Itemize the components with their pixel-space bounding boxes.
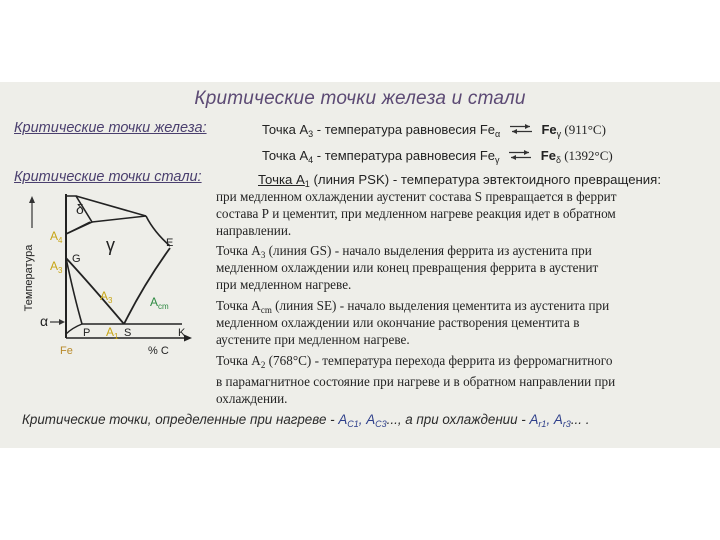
fe-label: Fe — [60, 345, 73, 357]
a4-line — [66, 222, 90, 234]
point-g-label: G — [72, 253, 81, 265]
footer-sep1: , А — [358, 412, 376, 427]
a4-line-label: $A_4$ — [50, 229, 63, 245]
steel-a3-rest: (линия GS) - начало выделения феррита из аустенита при — [265, 243, 592, 258]
iron-a4-left-phase: γ — [495, 155, 500, 165]
steel-acm-lead: Точка А — [216, 298, 261, 313]
slide — [0, 82, 720, 448]
steel-a1-line2: при медленном охлаждении аустенит состава S превращается в феррит — [216, 189, 617, 204]
a3-curve-label: $A_3$ — [100, 289, 113, 305]
a3-left-label: $A_3$ — [50, 259, 63, 275]
footer-tail: ... . — [570, 412, 590, 427]
steel-a2-line2: в парамагнитное состояние при нагреве и в обратном направлении при — [216, 374, 616, 389]
iron-a4-line — [262, 148, 613, 165]
footer-ac: А — [338, 412, 348, 427]
a1-label: $A_1$ — [106, 325, 119, 341]
iron-a3-text: - температура равновесия Fe — [313, 122, 496, 137]
footer-ac-sub1: С1 — [347, 419, 359, 429]
iron-a3-prefix: Точка А — [262, 122, 309, 137]
steel-a2-sub: 2 — [260, 360, 266, 370]
iron-a4-prefix: Точка А — [262, 148, 309, 163]
se-line — [124, 248, 170, 324]
iron-a4-temp: (1392°С) — [560, 148, 613, 163]
point-s-label: S — [124, 327, 132, 339]
slide-title: Критические точки железа и стали — [194, 88, 526, 109]
footer-note — [22, 412, 589, 429]
y-axis-label: Температура — [23, 244, 35, 312]
footer-ac-sub3: С3 — [375, 419, 387, 429]
steel-a3-line2: медленном охлаждении или конец превращения феррита в аустенит — [216, 260, 599, 275]
footer-text1: Критические точки, определенные при нагреве - — [22, 412, 339, 427]
steel-a1-line1 — [258, 172, 661, 189]
steel-heading: Критические точки стали: — [14, 169, 202, 185]
steel-acm-line2: медленном охлаждении или окончание растворения цементита в — [216, 315, 580, 330]
steel-a2-lead: Точка А — [216, 353, 261, 368]
steel-a3-line3: при медленном нагреве. — [216, 277, 352, 292]
acm-label: $A_{cm}$ — [150, 295, 169, 311]
alpha-label: α — [40, 313, 49, 329]
footer-ar-sub3: r3 — [562, 419, 571, 429]
x-axis-label: % С — [148, 345, 169, 357]
steel-a3-line1 — [216, 243, 592, 260]
equilibrium-arrows-icon — [507, 149, 533, 161]
steel-acm-line3: аустените при медленном нагреве. — [216, 332, 410, 347]
iron-heading: Критические точки железа: — [14, 120, 207, 136]
delta-label: δ — [76, 201, 84, 217]
point-k-label: K — [178, 327, 186, 339]
steel-a1-line3: состава Р и цементит, при медленном нагреве реакция идет в обратном — [216, 206, 616, 221]
iron-a4-right-phase: Fe — [540, 148, 556, 163]
iron-a3-right-phase: Fe — [541, 122, 557, 137]
steel-a1-sub: 1 — [304, 179, 310, 189]
steel-a2-line3: охлаждении. — [216, 391, 288, 406]
iron-carbon-diagram — [20, 188, 200, 360]
iron-a4-right-phase-sub: δ — [555, 155, 561, 165]
point-e-label: E — [166, 237, 174, 249]
y-axis-arrow-head — [29, 196, 35, 203]
iron-a3-left-phase: α — [495, 129, 501, 139]
steel-a2-rest: (768°С) - температура перехода феррита из ферромагнитного — [265, 353, 613, 368]
iron-a3-right-phase-sub: γ — [556, 129, 562, 139]
steel-a1-lead: Точка А — [258, 172, 305, 187]
iron-a4-sub: 4 — [308, 155, 314, 165]
iron-a3-temp: (911°С) — [561, 122, 606, 137]
footer-sep2: , А — [546, 412, 563, 427]
gamma-label: γ — [106, 235, 115, 255]
iron-a3-line — [262, 122, 606, 139]
steel-a3-sub: 3 — [260, 250, 266, 260]
steel-acm-line1 — [216, 298, 609, 315]
footer-text2: ..., а при охлаждении - — [386, 412, 530, 427]
steel-a1-line4: направлении. — [216, 223, 292, 238]
point-p-label: P — [83, 327, 91, 339]
steel-acm-sub: cm — [260, 305, 272, 315]
steel-a1-rest: (линия PSK) - температура эвтектоидного превращения: — [309, 172, 661, 187]
steel-a2-line1 — [216, 353, 612, 370]
steel-acm-rest: (линия SE) - начало выделения цементита из аустенита при — [271, 298, 610, 313]
gs-line — [66, 258, 124, 324]
steel-a3-lead: Точка А — [216, 243, 261, 258]
iron-a4-text: - температура равновесия Fe — [313, 148, 496, 163]
alpha-solvus-line — [66, 324, 82, 334]
equilibrium-arrows-icon — [508, 123, 534, 135]
footer-ar-sub1: r1 — [538, 419, 547, 429]
peritectic-line — [92, 216, 146, 222]
footer-ar: А — [529, 412, 539, 427]
iron-a3-sub: 3 — [308, 129, 314, 139]
